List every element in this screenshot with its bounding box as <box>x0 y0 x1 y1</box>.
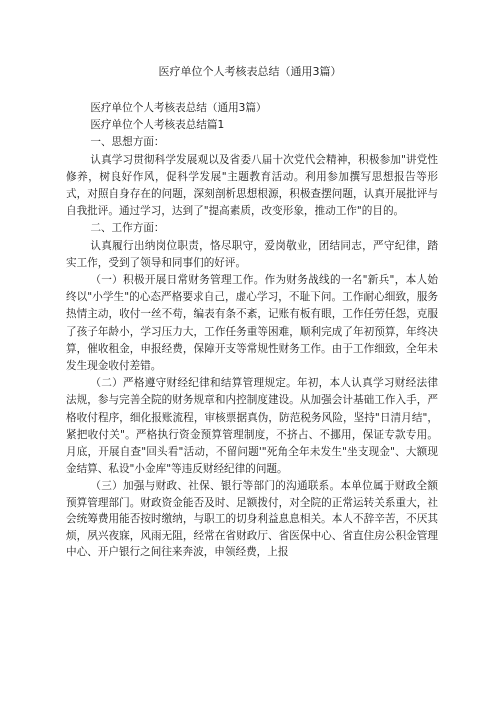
document-body <box>66 100 438 561</box>
paragraph-work-3: （三）加强与财政、社保、银行等部门的沟通联系。本单位属于财政全额预算管理部门。财政资金能否及时、足额拨付，对全院的正常运转关系重大，社会统筹费用能否按时缴纳，与职工的切身利益息息相关。本人不辞辛苦，不厌其烦，夙兴夜寐，风雨无阻，经常在省财政厅、省医保中心、省直住房公积金管理中心、开户银行之间往来奔波，申领经费，上报 <box>66 480 438 559</box>
subtitle-paragraph: 医疗单位个人考核表总结（通用3篇） <box>90 102 267 114</box>
paragraph-work-intro: 认真履行出纳岗位职责，恪尽职守，爱岗敬业，团结同志，严守纪律，踏实工作，受到了领导和同事们的好评。 <box>66 239 438 269</box>
document-title: 医疗单位个人考核表总结（通用3篇） <box>158 65 342 78</box>
heading-thought: 一、思想方面： <box>90 136 165 149</box>
paragraph-thought: 认真学习贯彻科学发展观以及省委八届十次党代会精神，积极参加"讲党性修养，树良好作风，促科学发展"主题教育活动。利用参加撰写思想报告等形式，对照自身存在的问题，深刻剖析思想根源，积极查摆问题，认真开展批评与自我批评。通过学习，达到了"提高素质，改变形象，推动工作"的目的。 <box>66 153 438 218</box>
paragraph-work-1: （一）积极开展日常财务管理工作。作为财务战线的一名"新兵"，本人始终以"小学生"的心态严格要求自己，虚心学习，不耻下问。工作耐心细致，服务热情主动，收付一丝不苟，编表有条不紊，记账有板有眼，工作任劳任怨，克服了孩子年龄小，学习压力大，工作任务重等困难，顺利完成了年初预算，年终决算，催收租金，申报经费，保障开支等常规性财务工作。由于工作细致，全年未发生现金收付差错。 <box>66 274 438 373</box>
paragraph-work-2: （二）严格遵守财经纪律和结算管理规定。年初，本人认真学习财经法律法规，参与完善全院的财务规章和内控制度建设。从加强会计基础工作入手，严格收付程序，细化报账流程，审核票据真伪，防范税务风险，坚持"日清月结"，紧把收付关"。严格执行资金预算管理制度，不挤占、不挪用，保证专款专用。月底，开展自查"回头看"活动，不留问题'"死角全年未发生"坐支现金"、大额现金结算、私设"小金库"等违反财经纪律的问题。 <box>66 377 438 476</box>
section-heading: 医疗单位个人考核表总结篇1 <box>90 119 225 132</box>
heading-work: 二、工作方面： <box>90 222 165 235</box>
